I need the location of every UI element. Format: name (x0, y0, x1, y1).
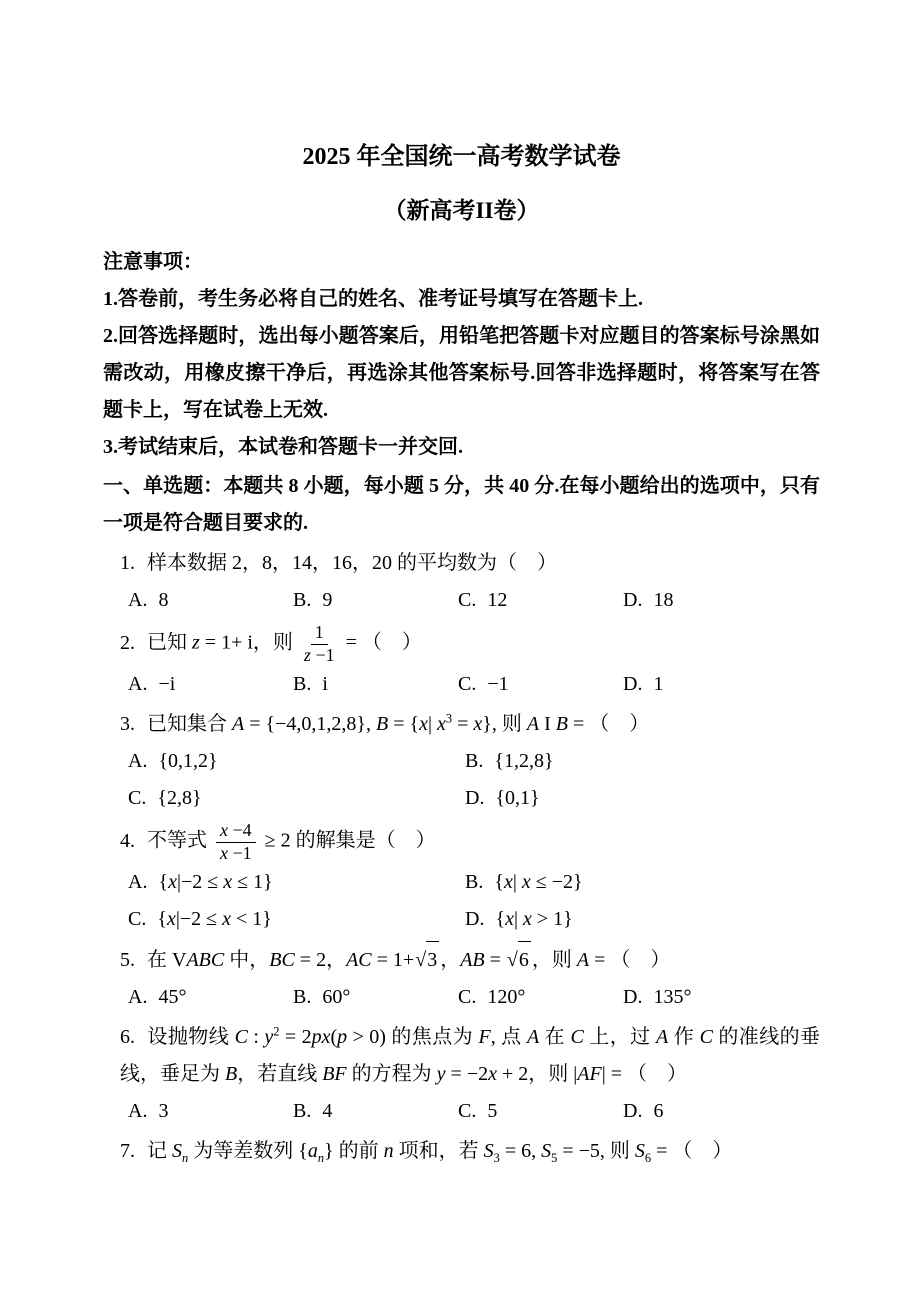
question-stem: 4. 不等式 $\frac{x -4}{x -1}$ ≥ 2 的解集是（ ） (120, 820, 436, 863)
option-label: A. (128, 986, 148, 1009)
option-C: C. 5 (458, 1100, 498, 1123)
question-stem: 3. 已知集合 A = {−4,0,1,2,8}, B = {x| $x^3 = x$}, 则 A I B = （ ） (120, 711, 650, 736)
option-A: A. −i (128, 673, 176, 696)
notice-item-1: 1.答卷前，考生务必将自己的姓名、准考证号填写在答题卡上. (103, 288, 643, 310)
option-label: B. (293, 1100, 312, 1123)
option-A: A. 45° (128, 986, 187, 1009)
option-A: A. 8 (128, 589, 169, 611)
option-label: C. (458, 589, 477, 611)
exam-subtitle: （新高考II卷） (383, 198, 540, 223)
question-2 (103, 622, 820, 703)
superscript: 3 (445, 711, 453, 726)
radical-sign: √ (415, 949, 427, 972)
notice-heading: 注意事项： (103, 251, 203, 273)
option-A: A. 3 (128, 1100, 169, 1123)
superscript: 2 (273, 1024, 280, 1039)
option-C: C. {x|−2 ≤ x < 1} (128, 908, 272, 931)
question-5 (103, 941, 820, 1016)
option-label: B. (293, 589, 312, 611)
options-row (120, 979, 820, 1016)
option-C: C. 12 (458, 589, 508, 611)
option-D: D. {x| x > 1} (465, 908, 573, 931)
option-A: A. {x|−2 ≤ x ≤ 1} (128, 871, 273, 894)
option-label: B. (465, 871, 484, 894)
subscript: 5 (551, 1151, 558, 1166)
subscript: 3 (493, 1151, 500, 1166)
options-row (120, 780, 820, 817)
question-3 (103, 706, 820, 817)
options-row (120, 582, 820, 619)
subscript: n (182, 1151, 189, 1166)
option-label: C. (458, 986, 477, 1009)
radical-sign: √ (506, 949, 518, 972)
option-D: D. {0,1} (465, 787, 540, 810)
notice-item-3: 3.考试结束后，本试卷和答题卡一并交回. (103, 436, 463, 458)
option-label: D. (623, 986, 643, 1009)
options-row (120, 901, 820, 938)
option-label: D. (465, 787, 485, 810)
option-label: D. (623, 1100, 643, 1123)
option-A: A. {0,1,2} (128, 750, 218, 773)
question-6 (103, 1019, 820, 1130)
option-label: B. (293, 986, 312, 1009)
option-C: C. {2,8} (128, 787, 202, 810)
question-number: 5. (120, 949, 135, 972)
options-row (120, 743, 820, 780)
question-number: 7. (120, 1140, 135, 1163)
option-B: B. 9 (293, 589, 333, 611)
option-label: A. (128, 871, 148, 894)
option-C: C. −1 (458, 673, 509, 696)
option-B: B. 60° (293, 986, 351, 1009)
option-label: C. (458, 673, 477, 696)
question-1 (103, 545, 820, 619)
option-B: B. {1,2,8} (465, 750, 554, 773)
section-heading: 一、单选题：本题共 8 小题，每小题 5 分，共 40 分.在每小题给出的选项中，只有一项是符合题目要求的. (103, 475, 820, 534)
option-label: C. (458, 1100, 477, 1123)
question-number: 4. (120, 829, 135, 852)
option-D: D. 18 (623, 589, 674, 611)
question-number: 1. (120, 552, 135, 574)
option-C: C. 120° (458, 986, 526, 1009)
radical: √6 (507, 941, 531, 979)
fraction: $\frac{x -4}{x -1}$ (216, 820, 256, 864)
question-stem: 2. 已知 z = 1+ i，则 $\frac{1}{z -1}$ = （ ） (120, 622, 422, 665)
fraction: $\frac{1}{z -1}$ (303, 622, 335, 665)
options-row (120, 864, 820, 901)
option-label: C. (128, 908, 147, 931)
option-label: B. (465, 750, 484, 773)
option-B: B. 4 (293, 1100, 333, 1123)
option-label: A. (128, 750, 148, 773)
option-label: D. (623, 589, 643, 611)
option-label: B. (293, 673, 312, 696)
question-stem: 5. 在 VABC 中，BC = 2，AC = 1+√3 ，AB = √6 ，则 A = （ ） (120, 941, 820, 979)
question-number: 6. (120, 1026, 135, 1049)
option-label: A. (128, 673, 148, 696)
option-D: D. 135° (623, 986, 692, 1009)
option-label: D. (623, 673, 643, 696)
question-stem: 6. 设抛物线 C : $y^2 = 2px(p > 0)$ 的焦点为 F, 点 A 在 C 上，过 A 作 C 的准线的垂线，垂足为 B，若直线 BF 的方程为 y = −2x + 2，则 |AF| = （ ） (120, 1024, 821, 1086)
option-D: D. 6 (623, 1100, 664, 1123)
question-number: 2. (120, 631, 135, 654)
question-number: 3. (120, 713, 135, 736)
notice-item-2: 2.回答选择题时，选出每小题答案后，用铅笔把答题卡对应题目的答案标号涂黑如需改动，用橡皮擦干净后，再选涂其他答案标号.回答非选择题时，将答案写在答题卡上，写在试卷上无效. (103, 325, 820, 421)
options-row (120, 666, 820, 703)
option-label: A. (128, 589, 148, 611)
question-7 (103, 1133, 820, 1170)
option-B: B. i (293, 673, 328, 696)
option-B: B. {x| x ≤ −2} (465, 871, 583, 894)
options-row (120, 1093, 820, 1130)
radical: √3 (415, 941, 439, 979)
subscript: n (317, 1151, 325, 1166)
option-label: D. (465, 908, 485, 931)
option-label: C. (128, 787, 147, 810)
question-4 (103, 820, 820, 938)
notice-section (103, 244, 820, 466)
option-D: D. 1 (623, 673, 664, 696)
question-stem: 1. 样本数据 2，8，14，16，20 的平均数为（ ） (120, 552, 557, 574)
exam-title: 2025 年全国统一高考数学试卷 (302, 144, 621, 170)
subscript: 6 (644, 1151, 652, 1166)
question-stem: 7. 记 $S_n$ 为等差数列 $\{a_n\}$ 的前 n 项和，若 $S_3 = 6$, $S_5 = -5$, 则 $S_6$ = （ ） (120, 1140, 733, 1166)
questions-list (103, 545, 820, 1170)
option-label: A. (128, 1100, 148, 1123)
